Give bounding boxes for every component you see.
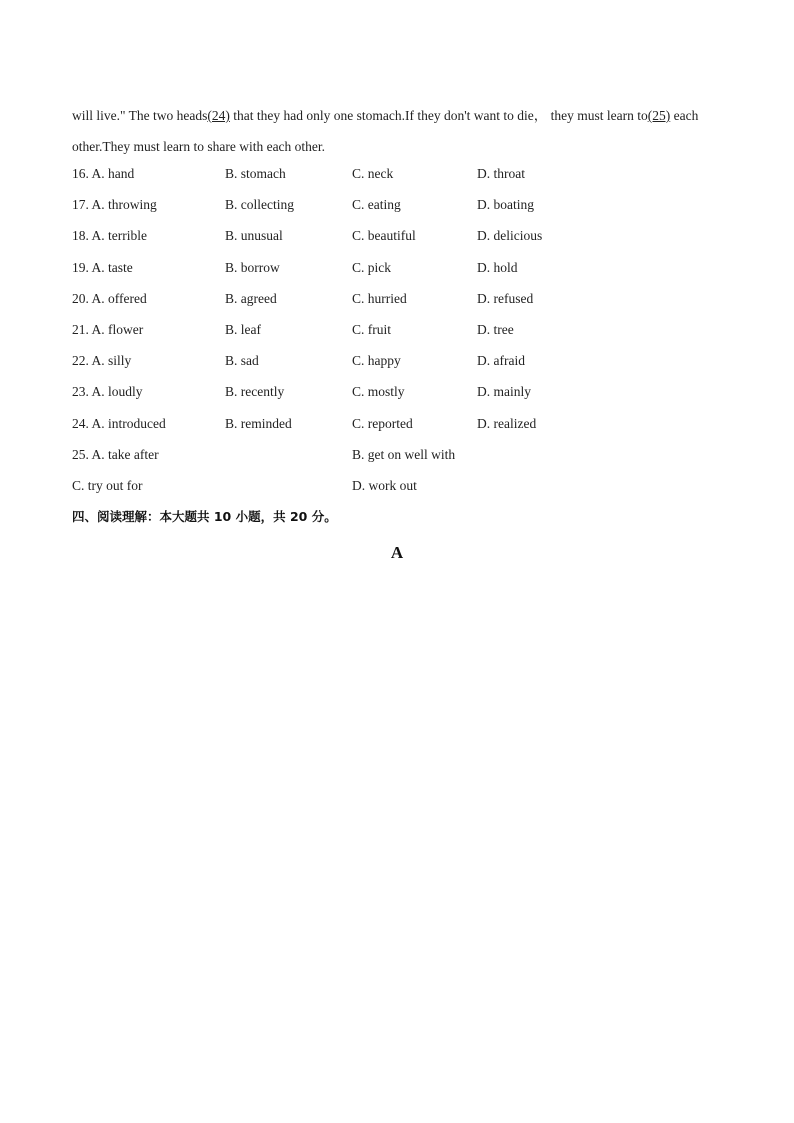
- passage-line-1: [72, 100, 732, 131]
- option-a: 21. A. flower: [72, 321, 144, 337]
- question-24: [72, 412, 732, 443]
- option-d: D. throat: [477, 166, 525, 181]
- option-c: C. beautiful: [352, 228, 416, 244]
- question-19: [72, 256, 732, 287]
- question-25-row-1: [72, 443, 732, 474]
- option-a: 20. A. offered: [72, 290, 147, 306]
- option-a: 18. A. terrible: [72, 228, 147, 244]
- option-d: D. refused: [477, 290, 534, 306]
- option-d: D. afraid: [477, 353, 525, 369]
- option-a: 25. A. take after: [72, 446, 159, 462]
- option-b: B. recently: [225, 384, 285, 400]
- option-d: D. hold: [477, 259, 518, 275]
- option-c: C. try out for: [72, 477, 143, 493]
- option-d: D. delicious: [477, 228, 543, 244]
- passage-text: each: [670, 108, 699, 123]
- option-c: C. happy: [352, 353, 401, 369]
- option-c: C. neck: [352, 166, 394, 181]
- option-a: 16. A. hand: [72, 166, 135, 181]
- part-title: A: [390, 543, 404, 562]
- option-b: B. stomach: [225, 166, 286, 181]
- option-b: B. sad: [225, 353, 259, 369]
- option-d: D. mainly: [477, 384, 531, 400]
- option-d: D. boating: [477, 197, 534, 213]
- question-16: [72, 162, 732, 193]
- passage-line-2: other.They must learn to share with each other.: [72, 139, 326, 154]
- answer-options: [72, 162, 732, 505]
- option-c: C. reported: [352, 415, 413, 431]
- passage-text: that they had only one stomach.If they don't want to die， they must learn to: [229, 108, 648, 123]
- option-d: D. realized: [477, 415, 537, 431]
- option-b: B. reminded: [225, 415, 292, 431]
- option-d: D. tree: [477, 321, 514, 337]
- option-a: 19. A. taste: [72, 259, 133, 275]
- question-22: [72, 349, 732, 380]
- option-a: 22. A. silly: [72, 353, 132, 369]
- option-c: C. hurried: [352, 290, 407, 306]
- question-18: [72, 224, 732, 255]
- option-b: B. unusual: [225, 228, 283, 244]
- option-a: 17. A. throwing: [72, 197, 157, 213]
- option-c: C. pick: [352, 259, 391, 275]
- question-17: [72, 193, 732, 224]
- option-c: C. eating: [352, 197, 401, 213]
- question-23: [72, 380, 732, 411]
- blank-24: (24): [207, 108, 230, 123]
- question-25-row-2: [72, 474, 732, 505]
- passage-text: will live." The two heads: [72, 108, 208, 123]
- option-b: B. get on well with: [352, 446, 456, 462]
- question-21: [72, 318, 732, 349]
- cloze-passage: [72, 100, 732, 162]
- option-c: C. mostly: [352, 384, 405, 400]
- blank-25: (25): [647, 108, 671, 123]
- option-d: D. work out: [352, 477, 417, 493]
- option-b: B. borrow: [225, 259, 280, 275]
- option-a: 23. A. loudly: [72, 384, 143, 400]
- option-c: C. fruit: [352, 321, 391, 337]
- option-b: B. leaf: [225, 321, 261, 337]
- option-a: 24. A. introduced: [72, 415, 166, 431]
- question-20: [72, 287, 732, 318]
- section-heading: 四、阅读理解：本大题共 10 小题，共 20 分。: [72, 509, 337, 524]
- option-b: B. collecting: [225, 197, 294, 213]
- option-b: B. agreed: [225, 290, 277, 306]
